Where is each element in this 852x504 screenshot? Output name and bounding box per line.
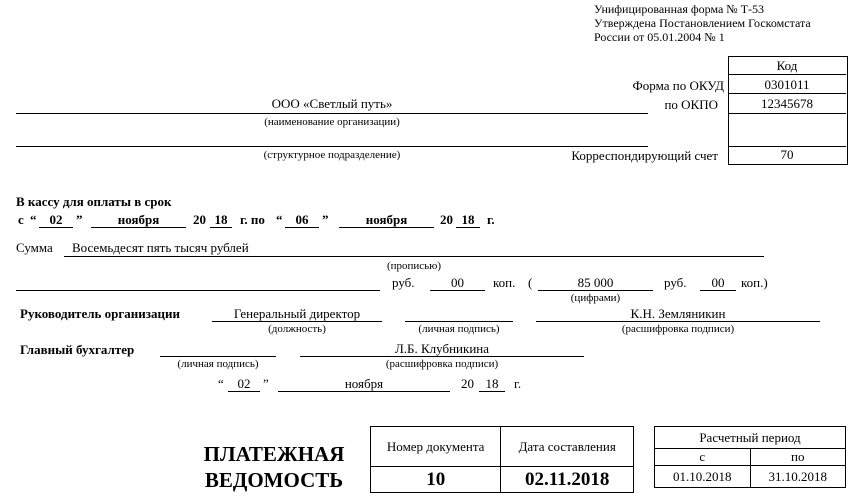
amount-label: Сумма — [16, 240, 53, 255]
head-signature-caption: (личная подпись) — [418, 323, 500, 335]
sign-month-line — [278, 391, 450, 392]
period-day-to: 06 — [295, 212, 309, 227]
form-header-line3: России от 05.01.2004 № 1 — [594, 30, 725, 44]
day-from-line — [39, 227, 73, 228]
sign-year-prefix: 20 — [461, 376, 474, 391]
code-header: Код — [776, 58, 798, 73]
rub-label: руб. — [392, 275, 415, 290]
sign-month: ноября — [344, 376, 384, 391]
period-table — [654, 426, 846, 488]
kop-label-2: коп.) — [741, 275, 768, 290]
sign-day: 02 — [237, 376, 251, 391]
quote-open: “ — [218, 376, 224, 391]
period-day-from: 02 — [49, 212, 63, 227]
amount-digits: 85 000 — [577, 275, 614, 290]
okpo-label: по ОКПО — [664, 97, 718, 112]
doc-number-header: Номер документа — [371, 427, 501, 467]
quote-close: ” — [263, 376, 269, 391]
period-to-prefix: г. по — [240, 212, 265, 227]
rub-label-2: руб. — [664, 275, 687, 290]
sign-year: 18 — [485, 376, 499, 391]
quote-open: “ — [30, 212, 37, 227]
document-title-line2: ВЕДОМОСТЬ — [204, 468, 344, 492]
period-from-prefix: с — [18, 212, 24, 227]
amount-words: Восемьдесят пять тысяч рублей — [72, 240, 249, 255]
sign-day-line — [228, 391, 260, 392]
amount-words-line — [64, 256, 764, 257]
doc-number: 10 — [371, 467, 501, 493]
code-separator — [729, 74, 846, 75]
okpo-code: 12345678 — [761, 96, 813, 111]
period-year-to: 18 — [461, 212, 475, 227]
year-from-line — [210, 227, 232, 228]
period-from-label: с — [655, 449, 751, 466]
document-info-table — [370, 426, 634, 493]
open-paren: ( — [528, 275, 533, 290]
period-to-label: по — [750, 449, 846, 466]
quote-close: ” — [322, 212, 329, 227]
code-separator — [729, 113, 846, 114]
doc-date: 02.11.2018 — [501, 467, 634, 493]
kop-digits-line — [700, 290, 736, 291]
period-year-suffix: г. — [487, 212, 495, 227]
head-name-line — [536, 321, 820, 322]
period-month-to: ноября — [365, 212, 408, 227]
accountant-name: Л.Б. Клубникина — [394, 341, 490, 356]
organization-caption: (наименование организации) — [264, 116, 400, 128]
year-to-line — [456, 227, 480, 228]
head-name-caption: (расшифровка подписи) — [621, 323, 735, 335]
form-header — [594, 2, 811, 44]
doc-date-header: Дата составления — [501, 427, 634, 467]
account-label: Корреспондирующий счет — [571, 148, 718, 163]
document-title — [200, 441, 348, 493]
code-separator — [729, 93, 846, 94]
head-name: К.Н. Земляникин — [630, 306, 726, 321]
head-label: Руководитель организации — [20, 306, 180, 321]
month-from-line — [91, 227, 186, 228]
kop-digits: 00 — [711, 275, 725, 290]
head-position-caption: (должность) — [268, 323, 326, 335]
form-header-line2: Утверждена Постановлением Госкомстата — [594, 16, 811, 30]
accountant-name-line — [300, 356, 584, 357]
accountant-name-caption: (расшифровка подписи) — [385, 358, 499, 370]
accountant-signature-line — [160, 356, 276, 357]
cashier-title: В кассу для оплаты в срок — [16, 194, 172, 209]
accountant-label: Главный бухгалтер — [20, 342, 135, 357]
kop-words-line — [430, 290, 485, 291]
division-caption: (структурное подразделение) — [263, 149, 401, 161]
okud-label: Форма по ОКУД — [632, 78, 724, 93]
period-month-from: ноября — [117, 212, 160, 227]
period-table-header: Расчетный период — [655, 427, 846, 449]
sign-year-line — [479, 391, 505, 392]
kop-words: 00 — [451, 275, 464, 290]
document-title-line1: ПЛАТЕЖНАЯ — [203, 442, 345, 466]
organization-name: ООО «Светлый путь» — [271, 96, 393, 111]
amount-digits-caption: (цифрами) — [570, 292, 621, 304]
head-signature-line — [405, 321, 513, 322]
amount-words-caption: (прописью) — [386, 260, 442, 272]
quote-open: “ — [276, 212, 283, 227]
head-position-line — [212, 321, 382, 322]
account-code: 70 — [780, 147, 794, 162]
form-header-line1: Унифицированная форма № Т-53 — [594, 2, 765, 16]
head-position: Генеральный директор — [233, 306, 361, 321]
year-prefix-to: 20 — [440, 212, 453, 227]
amount-digits-line — [538, 290, 653, 291]
okud-code: 0301011 — [764, 77, 810, 92]
amount-words-line-2 — [16, 290, 380, 291]
month-to-line — [339, 227, 434, 228]
period-year-from: 18 — [214, 212, 228, 227]
kop-label: коп. — [493, 275, 516, 290]
period-to-date: 31.10.2018 — [750, 466, 846, 488]
year-prefix-from: 20 — [193, 212, 206, 227]
division-line — [16, 146, 648, 147]
organization-line — [16, 113, 648, 114]
quote-close: ” — [76, 212, 83, 227]
accountant-signature-caption: (личная подпись) — [177, 358, 259, 370]
sign-year-suffix: г. — [514, 376, 522, 391]
period-from-date: 01.10.2018 — [655, 466, 751, 488]
day-to-line — [285, 227, 319, 228]
